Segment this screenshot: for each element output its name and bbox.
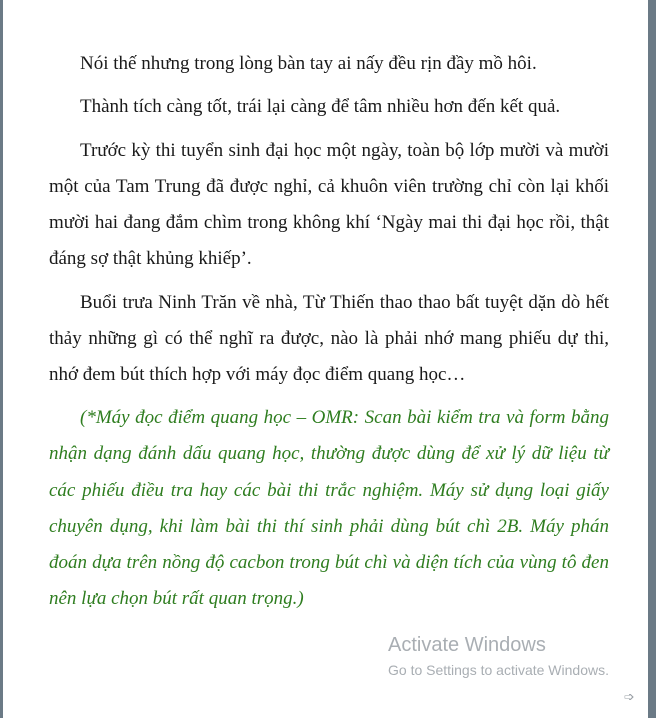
paragraph-1: Nói thế nhưng trong lòng bàn tay ai nấy đều rịn đầy mồ hôi. [80, 53, 537, 74]
translator-note: (*Máy đọc điểm quang học – OMR: Scan bài kiểm tra và form bằng nhận dạng đánh dấu quang học, thường được dùng để xử lý dữ liệu từ các phiếu điều tra hay các bài thi trắc nghiệm. Máy sử dụng loại giấy chuyên dụng, khi làm bài thi thí sinh phải dùng bút chì 2B. Máy phán đoán dựa trên nồng độ cacbon trong bút chì và diện tích của vùng tô đen nên lựa chọn bút rất quan trọng.) [49, 407, 609, 610]
activate-windows-watermark [388, 632, 609, 680]
watermark-subtitle: Go to Settings to activate Windows. [388, 662, 609, 678]
paragraph-4: Buổi trưa Ninh Trăn về nhà, Từ Thiến thao thao bất tuyệt dặn dò hết thảy những gì có thể nghĩ ra được, nào là phải nhớ mang phiếu dự thi, nhớ đem bút thích hợp với máy đọc điểm quang học… [49, 292, 609, 385]
paragraph-3: Trước kỳ thi tuyển sinh đại học một ngày, toàn bộ lớp mười và mười một của Tam Trung đã được nghỉ, cả khuôn viên trường chỉ còn lại khối mười hai đang đắm chìm trong không khí ‘Ngày mai thi đại học rồi, thật đáng sợ thật khủng khiếp’. [49, 140, 609, 269]
cursor-arrow-icon: ➩ [624, 690, 635, 705]
document-page [3, 0, 648, 718]
watermark-title: Activate Windows [388, 634, 546, 656]
paragraph-2: Thành tích càng tốt, trái lại càng để tâm nhiều hơn đến kết quả. [80, 96, 561, 117]
